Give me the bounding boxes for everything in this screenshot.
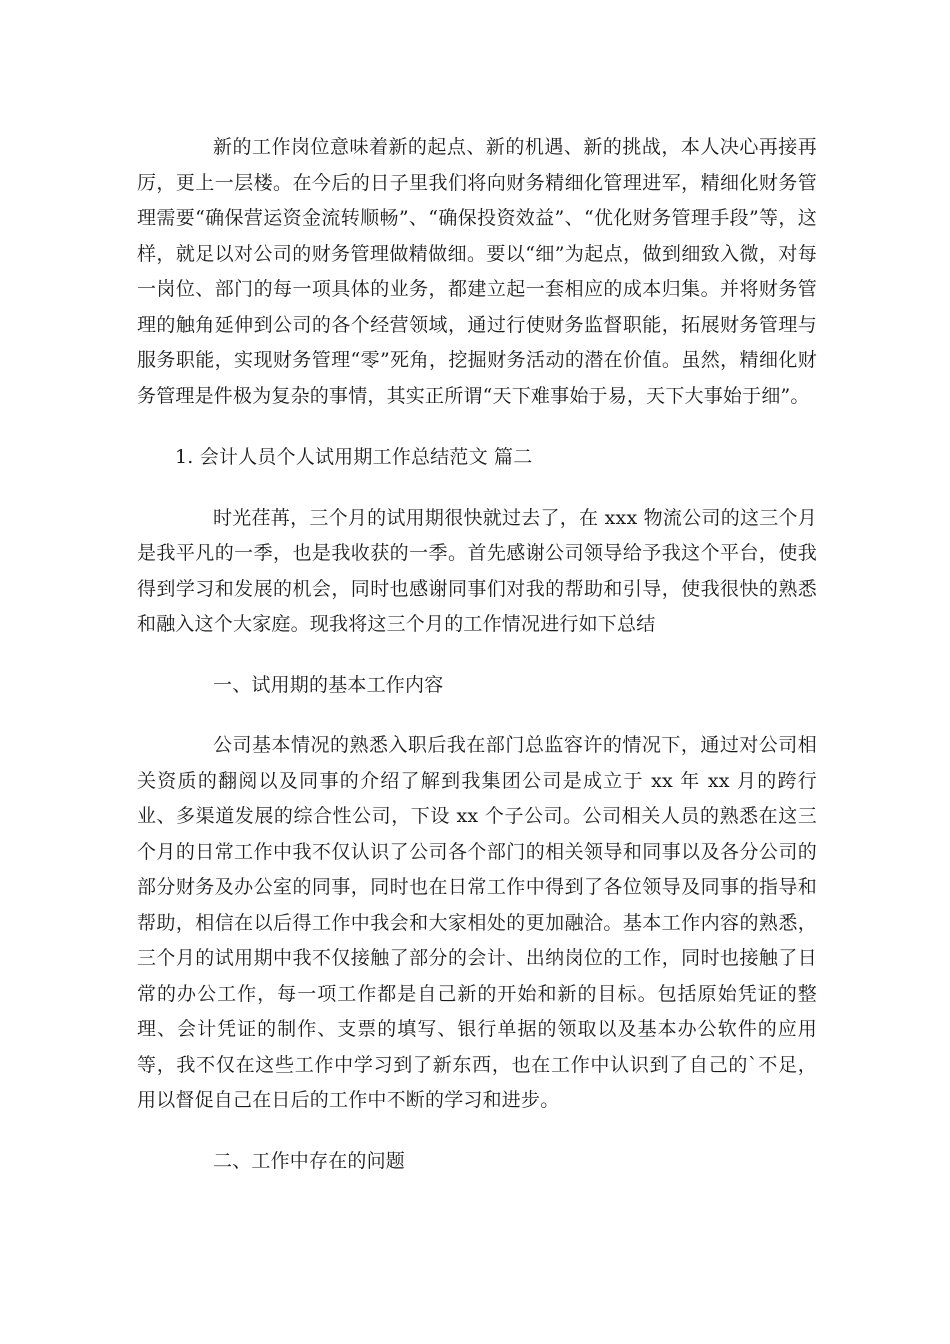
spacer — [137, 643, 817, 668]
document-page — [137, 130, 817, 1179]
spacer — [137, 703, 817, 728]
paragraph-career-goals: 新的工作岗位意味着新的起点、新的机遇、新的挑战，本人决心再接再厉，更上一层楼。在今后的日子里我们将向财务精细化管理进军，精细化财务管理需要“确保营运资金流转顺畅”、“确保投资效益”、“优化财务管理手段”等，这样，就足以对公司的财务管理做精做细。要以“细”为起点，做到细致入微，对每一岗位、部门的每一项具体的业务，都建立起一套相应的成本归集。并将财务管理的触角延伸到公司的各个经营领域，通过行使财务监督职能，拓展财务管理与服务职能，实现财务管理“零”死角，挖掘财务活动的潜在价值。虽然，精细化财务管理是件极为复杂的事情，其实正所谓“天下难事始于易，天下大事始于细”。 — [137, 136, 817, 407]
spacer — [137, 414, 817, 440]
spacer — [137, 476, 817, 501]
paragraph-basic-work-content: 公司基本情况的熟悉入职后我在部门总监容许的情况下，通过对公司相关资质的翻阅以及同事的介绍了解到我集团公司是成立于 xx 年 xx 月的跨行业、多渠道发展的综合性公司，下设 xx 个子公司。公司相关人员的熟悉在这三个月的日常工作中我不仅认识了公司各个部门的相关领导和同事以及各分公司的部分财务及办公室的同事，同时也在日常工作中得到了各位领导及同事的指导和帮助，相信在以后得工作中我会和大家相处的更加融洽。基本工作内容的熟悉，三个月的试用期中我不仅接触了部分的会计、出纳岗位的工作，同时也接触了日常的办公工作，每一项工作都是自己新的开始和新的目标。包括原始凭证的整理、会计凭证的制作、支票的填写、银行单据的领取以及基本办公软件的应用等，我不仅在这些工作中学习到了新东西，也在工作中认识到了自己的`不足，用以督促自己在日后的工作中不断的学习和进步。 — [137, 734, 817, 1111]
section-heading-part-two: 1. 会计人员个人试用期工作总结范文 篇二 — [175, 446, 533, 468]
paragraph-probation-intro: 时光荏苒，三个月的试用期很快就过去了，在 xxx 物流公司的这三个月是我平凡的一季，也是我收获的一季。首先感谢公司领导给予我这个平台，使我得到学习和发展的机会，同时也感谢同事们对我的帮助和引导，使我很快的熟悉和融入这个大家庭。现我将这三个月的工作情况进行如下总结 — [137, 506, 817, 635]
section-heading-basic-work: 一、试用期的基本工作内容 — [213, 673, 444, 696]
spacer — [137, 1119, 817, 1144]
section-heading-problems: 二、工作中存在的问题 — [213, 1149, 406, 1172]
